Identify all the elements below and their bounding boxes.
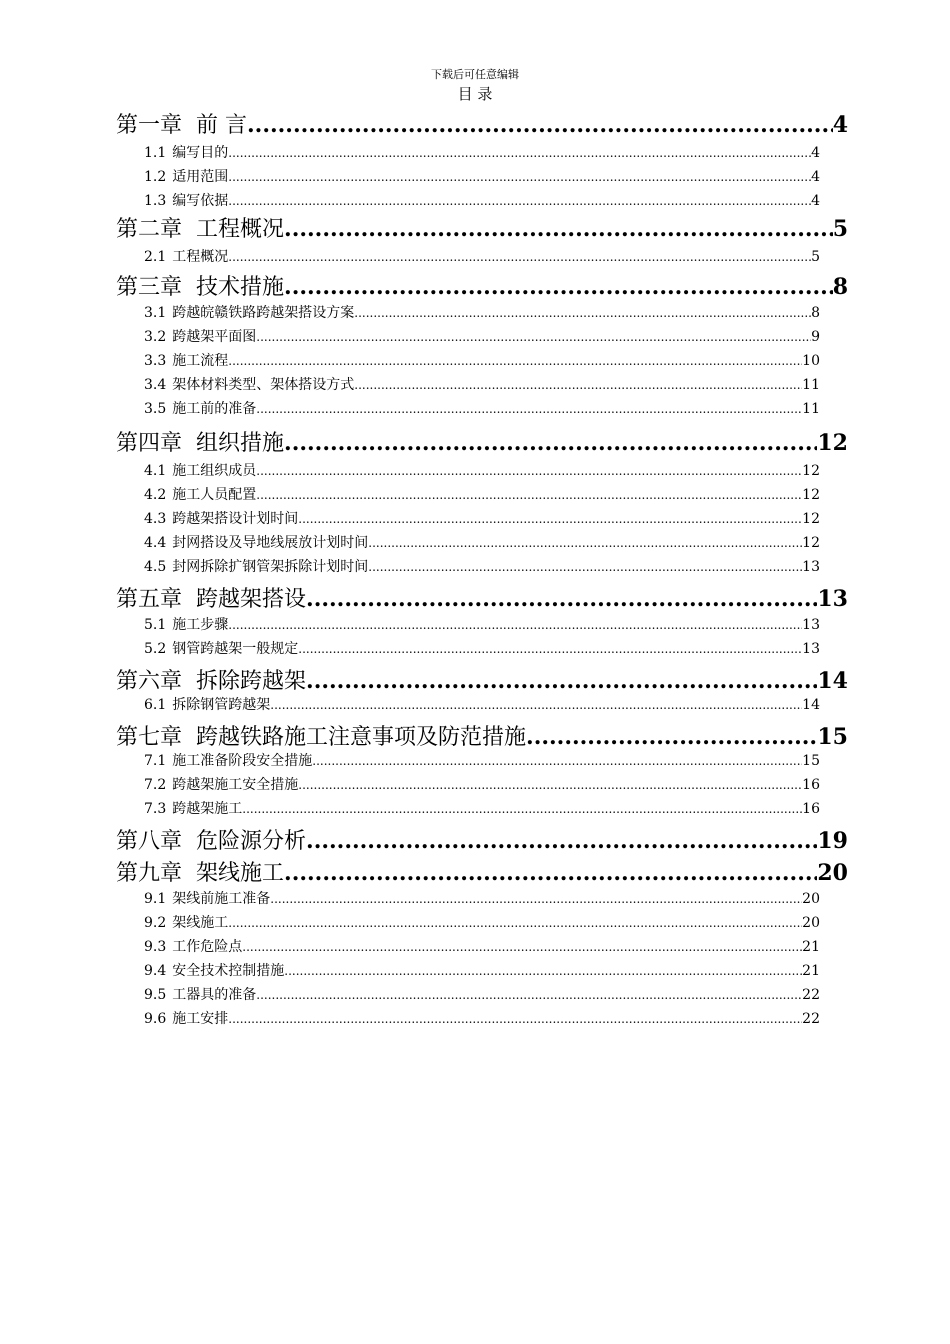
dot-leader <box>298 512 802 526</box>
dot-leader <box>242 940 802 954</box>
toc-entry-title: 架体材料类型、架体搭设方式 <box>172 377 355 393</box>
dot-leader <box>306 668 817 694</box>
toc-page-number: 21 <box>802 939 820 955</box>
toc-entry-title: 危险源分析 <box>196 829 307 854</box>
toc-entry-number: 4.5 <box>144 559 167 575</box>
toc-section-entry[interactable] <box>144 984 820 1006</box>
toc-entry-number: 9.3 <box>144 939 167 955</box>
toc-entry-title: 施工流程 <box>172 353 229 369</box>
toc-section-entry[interactable] <box>144 960 820 982</box>
toc-entry-title: 前 言 <box>196 113 248 138</box>
dot-leader <box>247 112 833 138</box>
dot-leader <box>228 916 802 930</box>
toc-entry-title: 拆除钢管跨越架 <box>172 697 271 713</box>
toc-entry-number: 第一章 <box>116 113 183 138</box>
toc-section-entry[interactable] <box>144 798 820 820</box>
dot-leader <box>228 354 802 368</box>
dot-leader <box>284 430 817 456</box>
toc-entry-title: 工作危险点 <box>172 939 243 955</box>
toc-chapter-entry[interactable] <box>116 270 848 304</box>
toc-chapter-entry[interactable] <box>116 212 848 246</box>
toc-entry-title: 架线施工 <box>196 861 285 886</box>
toc-section-entry[interactable] <box>144 556 820 578</box>
toc-section-entry[interactable] <box>144 936 820 958</box>
toc-entry-number: 5.1 <box>144 617 167 633</box>
toc-page-number: 4 <box>811 169 820 185</box>
header-note: 下载后可任意编辑 <box>431 68 519 81</box>
toc-section-entry[interactable] <box>144 326 820 348</box>
toc-page-number: 20 <box>817 860 848 886</box>
toc-page-number: 20 <box>802 891 820 907</box>
toc-entry-title: 编写依据 <box>172 193 229 209</box>
toc-section-entry[interactable] <box>144 532 820 554</box>
toc-page-number: 22 <box>802 1011 820 1027</box>
toc-entry-number: 第四章 <box>116 431 183 456</box>
toc-entry-number: 3.5 <box>144 401 167 417</box>
dot-leader <box>298 642 802 656</box>
dot-leader <box>270 698 802 712</box>
toc-section-entry[interactable] <box>144 460 820 482</box>
toc-page-number: 20 <box>802 915 820 931</box>
toc-entry-title: 适用范围 <box>172 169 229 185</box>
toc-page-number: 22 <box>802 987 820 1003</box>
toc-entry-number: 第六章 <box>116 669 183 694</box>
toc-entry-number: 3.2 <box>144 329 167 345</box>
toc-page-number: 9 <box>811 329 820 345</box>
toc-entry-number: 7.3 <box>144 801 167 817</box>
dot-leader <box>354 306 811 320</box>
toc-chapter-entry[interactable] <box>116 824 848 858</box>
toc-entry-number: 9.5 <box>144 987 167 1003</box>
toc-entry-title: 跨越架平面图 <box>172 329 257 345</box>
toc-entry-number: 1.1 <box>144 145 167 161</box>
toc-section-entry[interactable] <box>144 142 820 164</box>
toc-page-number: 13 <box>802 559 820 575</box>
toc-entry-number: 4.2 <box>144 487 167 503</box>
toc-section-entry[interactable] <box>144 1008 820 1030</box>
toc-entry-number: 7.1 <box>144 753 167 769</box>
toc-chapter-entry[interactable] <box>116 720 848 754</box>
dot-leader <box>306 586 817 612</box>
toc-entry-number: 第七章 <box>116 725 183 750</box>
dot-leader <box>368 560 802 574</box>
dot-leader <box>368 536 802 550</box>
dot-leader <box>284 216 833 242</box>
toc-entry-number: 6.1 <box>144 697 167 713</box>
toc-entry-number: 4.3 <box>144 511 167 527</box>
toc-entry-number: 2.1 <box>144 249 167 265</box>
toc-entry-title: 工程概况 <box>172 249 229 265</box>
dot-leader <box>298 778 802 792</box>
dot-leader <box>284 964 802 978</box>
toc-entry-title: 工程概况 <box>196 217 285 242</box>
toc-page-number: 5 <box>832 216 848 242</box>
dot-leader <box>270 892 802 906</box>
dot-leader <box>354 378 802 392</box>
dot-leader <box>228 194 811 208</box>
toc-section-entry[interactable] <box>144 912 820 934</box>
toc-entry-number: 4.1 <box>144 463 167 479</box>
toc-page-number: 16 <box>802 777 820 793</box>
toc-entry-title: 架线施工 <box>172 915 229 931</box>
toc-entry-title: 跨越架施工安全措施 <box>172 777 299 793</box>
toc-section-entry[interactable] <box>144 166 820 188</box>
toc-chapter-entry[interactable] <box>116 108 848 142</box>
toc-section-entry[interactable] <box>144 190 820 212</box>
toc-section-entry[interactable] <box>144 398 820 420</box>
toc-entry-title: 施工人员配置 <box>172 487 257 503</box>
toc-entry-number: 3.4 <box>144 377 167 393</box>
toc-title: 目 录 <box>457 85 493 103</box>
toc-page-number: 11 <box>802 401 820 417</box>
dot-leader <box>242 802 802 816</box>
toc-entry-number: 第二章 <box>116 217 183 242</box>
toc-entry-number: 第三章 <box>116 275 183 300</box>
toc-entry-title: 施工组织成员 <box>172 463 257 479</box>
toc-entry-title: 钢管跨越架一般规定 <box>172 641 299 657</box>
toc-entry-number: 第八章 <box>116 829 183 854</box>
toc-entry-title: 拆除跨越架 <box>196 669 307 694</box>
dot-leader <box>312 754 802 768</box>
toc-entry-title: 施工准备阶段安全措施 <box>172 753 313 769</box>
toc-entry-number: 第九章 <box>116 861 183 886</box>
toc-entry-number: 1.2 <box>144 169 167 185</box>
dot-leader <box>228 250 811 264</box>
dot-leader <box>284 860 817 886</box>
toc-section-entry[interactable] <box>144 638 820 660</box>
dot-leader <box>228 170 811 184</box>
toc-entry-number: 7.2 <box>144 777 167 793</box>
toc-chapter-entry[interactable] <box>116 426 848 460</box>
toc-page-number: 13 <box>817 586 848 612</box>
dot-leader <box>256 988 802 1002</box>
toc-page-number: 15 <box>802 753 820 769</box>
dot-leader <box>526 724 817 750</box>
dot-leader <box>256 402 802 416</box>
toc-page-number: 14 <box>802 697 820 713</box>
toc-entry-title: 施工前的准备 <box>172 401 257 417</box>
dot-leader <box>256 464 802 478</box>
toc-entry-number: 9.2 <box>144 915 167 931</box>
dot-leader <box>306 828 817 854</box>
toc-page-number: 4 <box>811 193 820 209</box>
toc-entry-title: 技术措施 <box>196 275 285 300</box>
dot-leader <box>228 618 802 632</box>
toc-entry-number: 第五章 <box>116 587 183 612</box>
toc-page-number: 10 <box>802 353 820 369</box>
toc-page-number: 11 <box>802 377 820 393</box>
toc-entry-number: 4.4 <box>144 535 167 551</box>
toc-section-entry[interactable] <box>144 774 820 796</box>
toc-entry-title: 跨越架施工 <box>172 801 243 817</box>
toc-page-number: 14 <box>817 668 848 694</box>
toc-entry-title: 封网拆除扩钢管架拆除计划时间 <box>172 559 369 575</box>
toc-chapter-entry[interactable] <box>116 664 848 698</box>
toc-section-entry[interactable] <box>144 614 820 636</box>
toc-entry-number: 1.3 <box>144 193 167 209</box>
toc-page-number: 12 <box>802 487 820 503</box>
toc-page-number: 4 <box>832 112 848 138</box>
toc-section-entry[interactable] <box>144 350 820 372</box>
toc-entry-number: 3.3 <box>144 353 167 369</box>
toc-chapter-entry[interactable] <box>116 856 848 890</box>
dot-leader <box>256 330 811 344</box>
toc-page-number: 5 <box>811 249 820 265</box>
dot-leader <box>256 488 802 502</box>
toc-section-entry[interactable] <box>144 888 820 910</box>
dot-leader <box>228 1012 802 1026</box>
toc-page-number: 15 <box>817 724 848 750</box>
toc-page-number: 12 <box>817 430 848 456</box>
toc-chapter-entry[interactable] <box>116 582 848 616</box>
toc-page-number: 4 <box>811 145 820 161</box>
toc-entry-title: 封网搭设及导地线展放计划时间 <box>172 535 369 551</box>
toc-section-entry[interactable] <box>144 246 820 268</box>
toc-page-number: 12 <box>802 511 820 527</box>
toc-page-number: 8 <box>832 274 848 300</box>
toc-page-number: 13 <box>802 641 820 657</box>
toc-page-number: 16 <box>802 801 820 817</box>
toc-entry-number: 9.6 <box>144 1011 167 1027</box>
toc-page-number: 21 <box>802 963 820 979</box>
toc-entry-title: 跨越架搭设计划时间 <box>172 511 299 527</box>
toc-entry-number: 9.1 <box>144 891 167 907</box>
toc-entry-title: 施工安排 <box>172 1011 229 1027</box>
toc-page-number: 12 <box>802 463 820 479</box>
toc-entry-number: 9.4 <box>144 963 167 979</box>
toc-page-number: 13 <box>802 617 820 633</box>
toc-section-entry[interactable] <box>144 750 820 772</box>
toc-entry-number: 5.2 <box>144 641 167 657</box>
toc-page-number: 19 <box>817 828 848 854</box>
toc-entry-title: 工器具的准备 <box>172 987 257 1003</box>
toc-section-entry[interactable] <box>144 374 820 396</box>
toc-entry-title: 跨越皖赣铁路跨越架搭设方案 <box>172 305 355 321</box>
dot-leader <box>284 274 833 300</box>
toc-entry-number: 3.1 <box>144 305 167 321</box>
toc-entry-title: 跨越铁路施工注意事项及防范措施 <box>196 725 527 750</box>
toc-section-entry[interactable] <box>144 508 820 530</box>
toc-entry-title: 施工步骤 <box>172 617 229 633</box>
toc-section-entry[interactable] <box>144 302 820 324</box>
toc-page-number: 12 <box>802 535 820 551</box>
toc-entry-title: 架线前施工准备 <box>172 891 271 907</box>
dot-leader <box>228 146 811 160</box>
toc-section-entry[interactable] <box>144 694 820 716</box>
toc-entry-title: 编写目的 <box>172 145 229 161</box>
toc-section-entry[interactable] <box>144 484 820 506</box>
toc-entry-title: 跨越架搭设 <box>196 587 307 612</box>
toc-entry-title: 组织措施 <box>196 431 285 456</box>
toc-entry-title: 安全技术控制措施 <box>172 963 285 979</box>
toc-page-number: 8 <box>811 305 820 321</box>
